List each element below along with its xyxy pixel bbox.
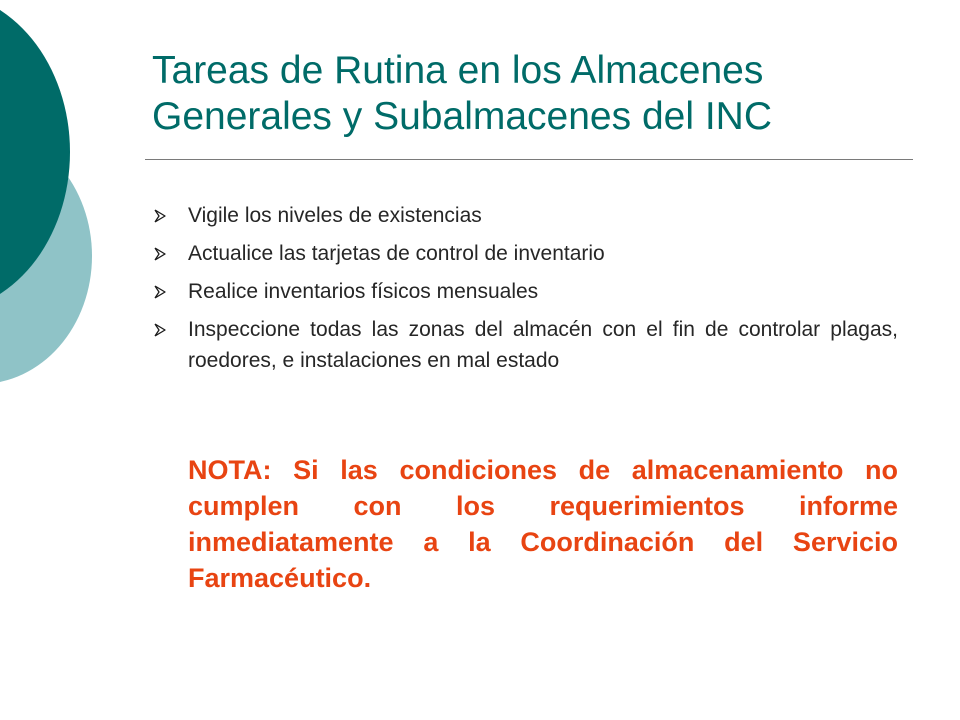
- slide-title-line-1: Tareas de Rutina en los Almacenes: [152, 49, 764, 92]
- slide-title-line-2: Generales y Subalmacenes del INC: [152, 95, 772, 138]
- bullet-item-inspect-zones: [152, 314, 898, 376]
- bullet-item-inventory-cards: [152, 238, 898, 269]
- arrow-bullet-icon: [154, 285, 166, 299]
- note-text: NOTA: Si las condiciones de almacenamiento no cumplen con los requerimientos informe inmediatamente a la Coordinación del Servicio Farmacéutico.: [188, 455, 898, 593]
- arrow-bullet-icon: [154, 209, 166, 223]
- bullet-text: Realice inventarios físicos mensuales: [188, 280, 539, 303]
- bullet-item-physical-inventory: [152, 276, 898, 307]
- bullet-item-stock-levels: [152, 200, 898, 231]
- slide-title: [152, 48, 932, 140]
- arrow-bullet-icon: [154, 247, 166, 261]
- bullet-list: [152, 200, 898, 383]
- title-divider: [145, 159, 913, 160]
- bullet-text: Actualice las tarjetas de control de inventario: [188, 242, 605, 265]
- arrow-bullet-icon: [154, 323, 166, 337]
- bullet-text: Inspeccione todas las zonas del almacén con el fin de controlar plagas, roedores, e instalaciones en mal estado: [188, 318, 898, 372]
- bullet-text: Vigile los niveles de existencias: [188, 204, 482, 227]
